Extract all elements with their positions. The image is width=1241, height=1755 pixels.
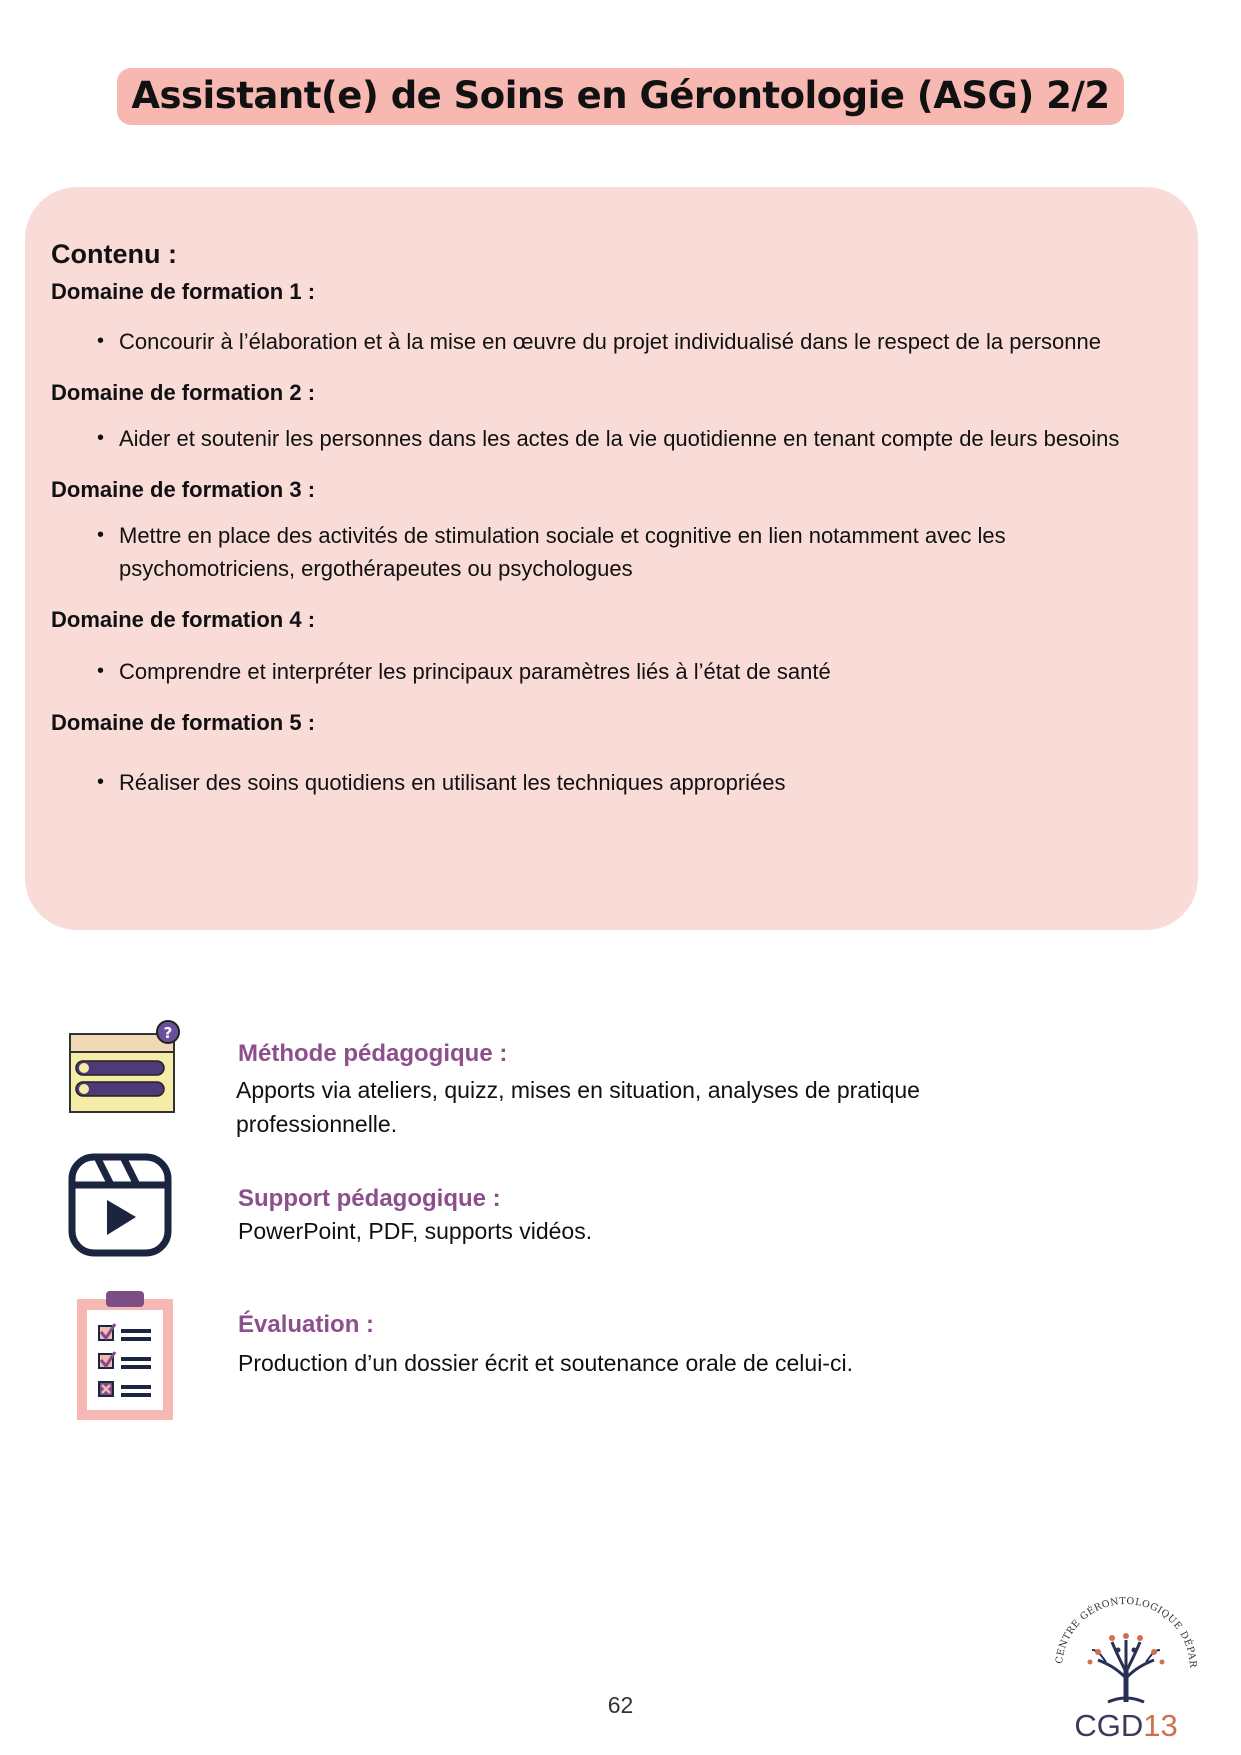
- domain-item: [97, 325, 1171, 358]
- logo-letters: CGD: [1074, 1708, 1144, 1743]
- page-title: Assistant(e) de Soins en Gérontologie (ASG) 2/2: [117, 68, 1123, 125]
- domain-item-text: Mettre en place des activités de stimulation sociale et cognitive en lien notamment avec les psychomotriciens, ergothérapeutes ou psychologues: [119, 523, 1006, 581]
- page-number: 62: [607, 1692, 634, 1718]
- domain-item-text: Concourir à l’élaboration et à la mise en œuvre du projet individualisé dans le respect de la personne: [119, 329, 1101, 354]
- domain-title: Domaine de formation 3 :: [51, 477, 316, 502]
- domain-5: [51, 710, 1171, 799]
- support-title: Support pédagogique :: [238, 1185, 501, 1212]
- domain-4: [51, 607, 1171, 688]
- svg-text:?: ?: [163, 1024, 173, 1042]
- logo-number: 13: [1143, 1708, 1178, 1743]
- domain-1: [51, 279, 1171, 358]
- logo-wordmark: [1046, 1708, 1206, 1744]
- bullet: •: [97, 427, 105, 449]
- cgd13-logo: [1046, 1590, 1206, 1745]
- domain-item: [97, 519, 1119, 585]
- domain-2: [51, 380, 1171, 455]
- domain-title: Domaine de formation 5 :: [51, 710, 316, 735]
- bullet: •: [97, 330, 105, 352]
- evaluation-title: Évaluation :: [238, 1311, 375, 1338]
- evaluation-text: Production d’un dossier écrit et soutenance orale de celui-ci.: [238, 1350, 853, 1376]
- methode-text: Apports via ateliers, quizz, mises en situation, analyses de pratique professionnelle.: [236, 1077, 920, 1137]
- svg-text:CENTRE GÉRONTOLOGIQUE DÉPARTEM: CENTRE GÉRONTOLOGIQUE DÉPAR: [1054, 1595, 1199, 1669]
- video-play-icon: [68, 1153, 174, 1257]
- domain-item: [97, 766, 1171, 799]
- support-text: PowerPoint, PDF, supports vidéos.: [238, 1218, 593, 1244]
- content-heading: Contenu :: [51, 239, 177, 269]
- domain-item-text: Aider et soutenir les personnes dans les actes de la vie quotidienne en tenant compte de leurs besoins: [119, 426, 1120, 451]
- title-wrapper: [0, 68, 1241, 125]
- tree-seal-icon: [1046, 1590, 1206, 1710]
- bullet: •: [97, 660, 105, 682]
- domain-3: [51, 477, 1171, 585]
- domain-item: [97, 655, 1171, 688]
- methode-title: Méthode pédagogique :: [238, 1040, 508, 1067]
- content-box: [25, 187, 1198, 930]
- quiz-icon: [66, 1020, 184, 1118]
- bullet: •: [97, 771, 105, 793]
- domain-item: [97, 422, 1171, 455]
- checklist-icon: [74, 1288, 176, 1423]
- domain-item-text: Réaliser des soins quotidiens en utilisant les techniques appropriées: [119, 770, 786, 795]
- domain-item-text: Comprendre et interpréter les principaux paramètres liés à l’état de santé: [119, 659, 831, 684]
- bullet: •: [97, 524, 105, 546]
- domain-title: Domaine de formation 4 :: [51, 607, 316, 632]
- domain-title: Domaine de formation 2 :: [51, 380, 316, 405]
- domain-title: Domaine de formation 1 :: [51, 279, 316, 304]
